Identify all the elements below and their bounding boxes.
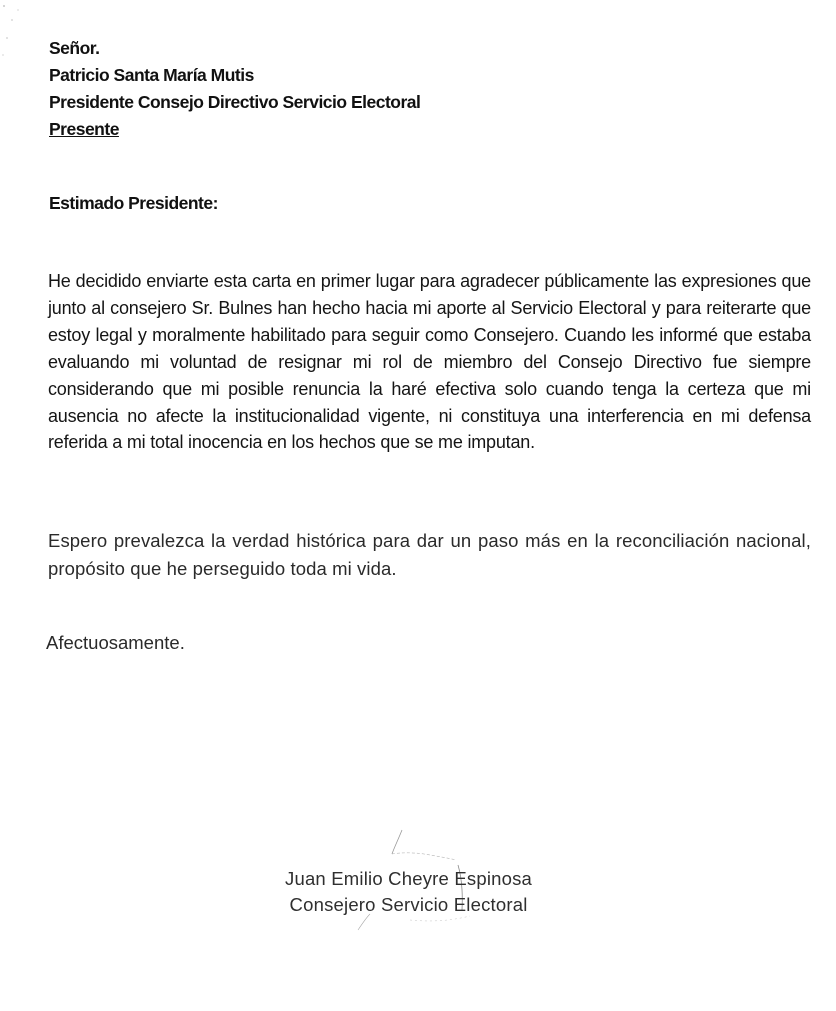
salutation: Estimado Presidente: bbox=[49, 193, 218, 213]
signature-block bbox=[285, 866, 532, 918]
addressee-presente: Presente bbox=[49, 119, 119, 139]
addressee-block bbox=[49, 35, 420, 143]
addressee-name: Patricio Santa María Mutis bbox=[49, 65, 254, 85]
scan-noise bbox=[0, 0, 40, 90]
body-paragraph-2: Espero prevalezca la verdad histórica para dar un paso más en la reconciliación nacional, propósito que he perseguido toda mi vida. bbox=[48, 530, 811, 579]
addressee-title: Señor. bbox=[49, 38, 100, 58]
body-paragraph-1: He decidido enviarte esta carta en primer lugar para agradecer públicamente las expresiones que junto al consejero Sr. Bulnes han hecho hacia mi aporte al Servicio Electoral y para reiterarte que estoy legal y moralmente habilitado para seguir como Consejero. Cuando les informé que estaba evaluando mi voluntad de resignar mi rol de miembro del Consejo Directivo fue siempre considerando que mi posible renuncia la haré efectiva solo cuando tenga la certeza que mi ausencia no afecte la institucionalidad vigente, ni constituya una interferencia en mi defensa referida a mi total inocencia en los hechos que se me imputan. bbox=[48, 271, 811, 453]
signatory-title: Consejero Servicio Electoral bbox=[289, 894, 528, 915]
signatory-name: Juan Emilio Cheyre Espinosa bbox=[285, 868, 533, 889]
closing: Afectuosamente. bbox=[46, 632, 185, 653]
addressee-position: Presidente Consejo Directivo Servicio Electoral bbox=[49, 92, 421, 112]
